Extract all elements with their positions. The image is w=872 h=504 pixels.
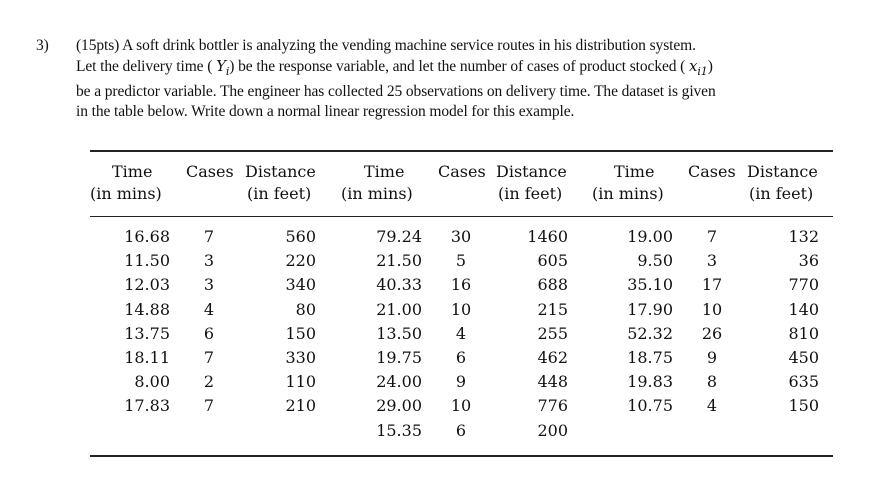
table-cell-time: 18.75 xyxy=(627,348,673,367)
table-cell-cases: 6 xyxy=(455,348,467,367)
table-cell-time: 13.75 xyxy=(124,323,170,343)
table-cell-cases: 2 xyxy=(203,372,215,392)
table-cell-distance: 220 xyxy=(285,251,316,271)
table-cell-distance: 36 xyxy=(798,251,819,271)
table-cell-cases: 7 xyxy=(203,227,215,246)
table-cell-cases: 4 xyxy=(706,396,718,416)
header-distance: Distance xyxy=(245,162,316,181)
header-cases: Cases xyxy=(186,162,234,181)
header-distance-unit: (in feet) xyxy=(247,184,312,203)
header-distance: Distance xyxy=(747,162,818,181)
table-cell-time: 79.24 xyxy=(376,227,422,246)
header-distance-unit: (in feet) xyxy=(749,184,814,203)
header-time: Time xyxy=(364,162,405,181)
data-table xyxy=(90,150,833,457)
table-cell-time: 29.00 xyxy=(376,396,422,416)
table-cell-time: 11.50 xyxy=(124,251,170,271)
header-cases: Cases xyxy=(438,162,486,181)
table-cell-cases: 10 xyxy=(450,299,472,319)
table-cell-cases: 17 xyxy=(701,275,723,295)
table-cell-cases: 3 xyxy=(706,251,718,271)
table-cell-time: 13.50 xyxy=(376,323,422,343)
problem-line-2-mid: ) be the response variable, and let the number of cases of product stocked ( xyxy=(229,58,690,75)
problem-line-1-text: A soft drink bottler is analyzing the vending machine service routes in his distribution system. xyxy=(122,37,696,54)
table-cell-time: 10.75 xyxy=(627,396,673,416)
table-cell-distance: 605 xyxy=(537,251,568,271)
table-cell-distance: 150 xyxy=(285,323,316,343)
problem-statement xyxy=(36,36,836,122)
table-cell-distance: 210 xyxy=(285,396,316,416)
problem-line-3: be a predictor variable. The engineer has collected 25 observations on delivery time. The dataset is given xyxy=(76,83,716,100)
table-cell-time: 21.00 xyxy=(376,299,422,319)
table-cell-cases: 16 xyxy=(450,275,472,295)
table-cell-cases: 6 xyxy=(455,420,467,440)
table-cell-cases: 5 xyxy=(455,251,467,271)
table-cell-cases: 7 xyxy=(706,227,718,246)
table-cell-time: 8.00 xyxy=(134,372,170,392)
table-cell-cases: 7 xyxy=(203,348,215,367)
predictor-variable xyxy=(689,57,708,78)
table-cell-time: 9.50 xyxy=(637,251,673,271)
header-time-unit: (in mins) xyxy=(592,184,664,203)
table-cell-distance: 200 xyxy=(537,420,568,440)
table-cell-cases: 6 xyxy=(203,323,215,343)
table-cell-distance: 215 xyxy=(537,299,568,319)
table-cell-cases: 26 xyxy=(701,323,723,343)
table-cell-time: 35.10 xyxy=(627,275,673,295)
table-cell-distance: 688 xyxy=(537,275,568,295)
table-cell-time: 18.11 xyxy=(124,348,170,367)
header-time: Time xyxy=(614,162,655,181)
table-cell-distance: 255 xyxy=(537,323,568,343)
table-cell-distance: 776 xyxy=(537,396,568,416)
problem-line-2-post: ) xyxy=(707,58,713,75)
problem-line-2-pre: Let the delivery time ( xyxy=(76,58,217,75)
table-cell-cases: 9 xyxy=(706,348,718,367)
response-variable-symbol: Y xyxy=(216,57,226,75)
table-cell-cases: 10 xyxy=(701,299,723,319)
table-cell-cases: 3 xyxy=(203,275,215,295)
table-cell-time: 19.00 xyxy=(627,227,673,246)
table-cell-cases: 3 xyxy=(203,251,215,271)
problem-body xyxy=(76,36,836,122)
table-cell-time: 24.00 xyxy=(376,372,422,392)
table-cell-distance: 1460 xyxy=(527,227,568,246)
table-cell-distance: 132 xyxy=(788,227,819,246)
table-cell-distance: 450 xyxy=(788,348,819,367)
header-distance: Distance xyxy=(496,162,567,181)
table-cell-cases: 9 xyxy=(455,372,467,392)
table-cell-time: 12.03 xyxy=(124,275,170,295)
table-cell-distance: 330 xyxy=(285,348,316,367)
header-distance-unit: (in feet) xyxy=(498,184,563,203)
table-cell-cases: 7 xyxy=(203,396,215,416)
problem-line-1 xyxy=(76,36,836,56)
table-cell-distance: 462 xyxy=(537,348,568,367)
problem-number: 3) xyxy=(36,37,49,54)
header-cases: Cases xyxy=(688,162,736,181)
predictor-variable-symbol: x xyxy=(689,57,698,75)
table-cell-distance: 340 xyxy=(285,275,316,295)
table-cell-cases: 8 xyxy=(706,372,718,392)
table-cell-time: 16.68 xyxy=(124,227,170,246)
table-header-rule xyxy=(90,216,833,217)
table-cell-distance: 110 xyxy=(285,372,316,392)
table-cell-time: 21.50 xyxy=(376,251,422,271)
problem-line-2 xyxy=(76,56,836,82)
table-cell-distance: 80 xyxy=(295,299,316,319)
table-cell-time: 52.32 xyxy=(627,323,673,343)
table-cell-distance: 448 xyxy=(537,372,568,392)
problem-points: (15pts) xyxy=(76,37,120,54)
table-cell-distance: 635 xyxy=(788,372,819,392)
table-cell-distance: 770 xyxy=(788,275,819,295)
table-cell-cases: 10 xyxy=(450,396,472,416)
table-cell-time: 17.83 xyxy=(124,396,170,416)
table-bottom-rule xyxy=(90,455,833,457)
table-cell-distance: 140 xyxy=(788,299,819,319)
problem-line-4: in the table below. Write down a normal linear regression model for this example. xyxy=(76,103,575,120)
table-cell-time: 40.33 xyxy=(376,275,422,295)
table-cell-cases: 30 xyxy=(450,227,472,246)
table-cell-time: 14.88 xyxy=(124,299,170,319)
table-cell-distance: 150 xyxy=(788,396,819,416)
table-cell-time: 17.90 xyxy=(627,299,673,319)
table-cell-cases: 4 xyxy=(455,323,467,343)
response-variable-subscript: i xyxy=(225,65,230,78)
header-time: Time xyxy=(112,162,153,181)
header-time-unit: (in mins) xyxy=(90,184,162,203)
table-cell-distance: 560 xyxy=(285,227,316,246)
table-cell-cases: 4 xyxy=(203,299,215,319)
table-cell-distance: 810 xyxy=(788,323,819,343)
table-cell-time: 19.83 xyxy=(627,372,673,392)
table-cell-time: 15.35 xyxy=(376,420,422,440)
response-variable xyxy=(216,57,230,78)
table-cell-time: 19.75 xyxy=(376,348,422,367)
predictor-variable-subscript: i1 xyxy=(697,65,708,78)
header-time-unit: (in mins) xyxy=(341,184,413,203)
table-top-rule xyxy=(90,150,833,152)
